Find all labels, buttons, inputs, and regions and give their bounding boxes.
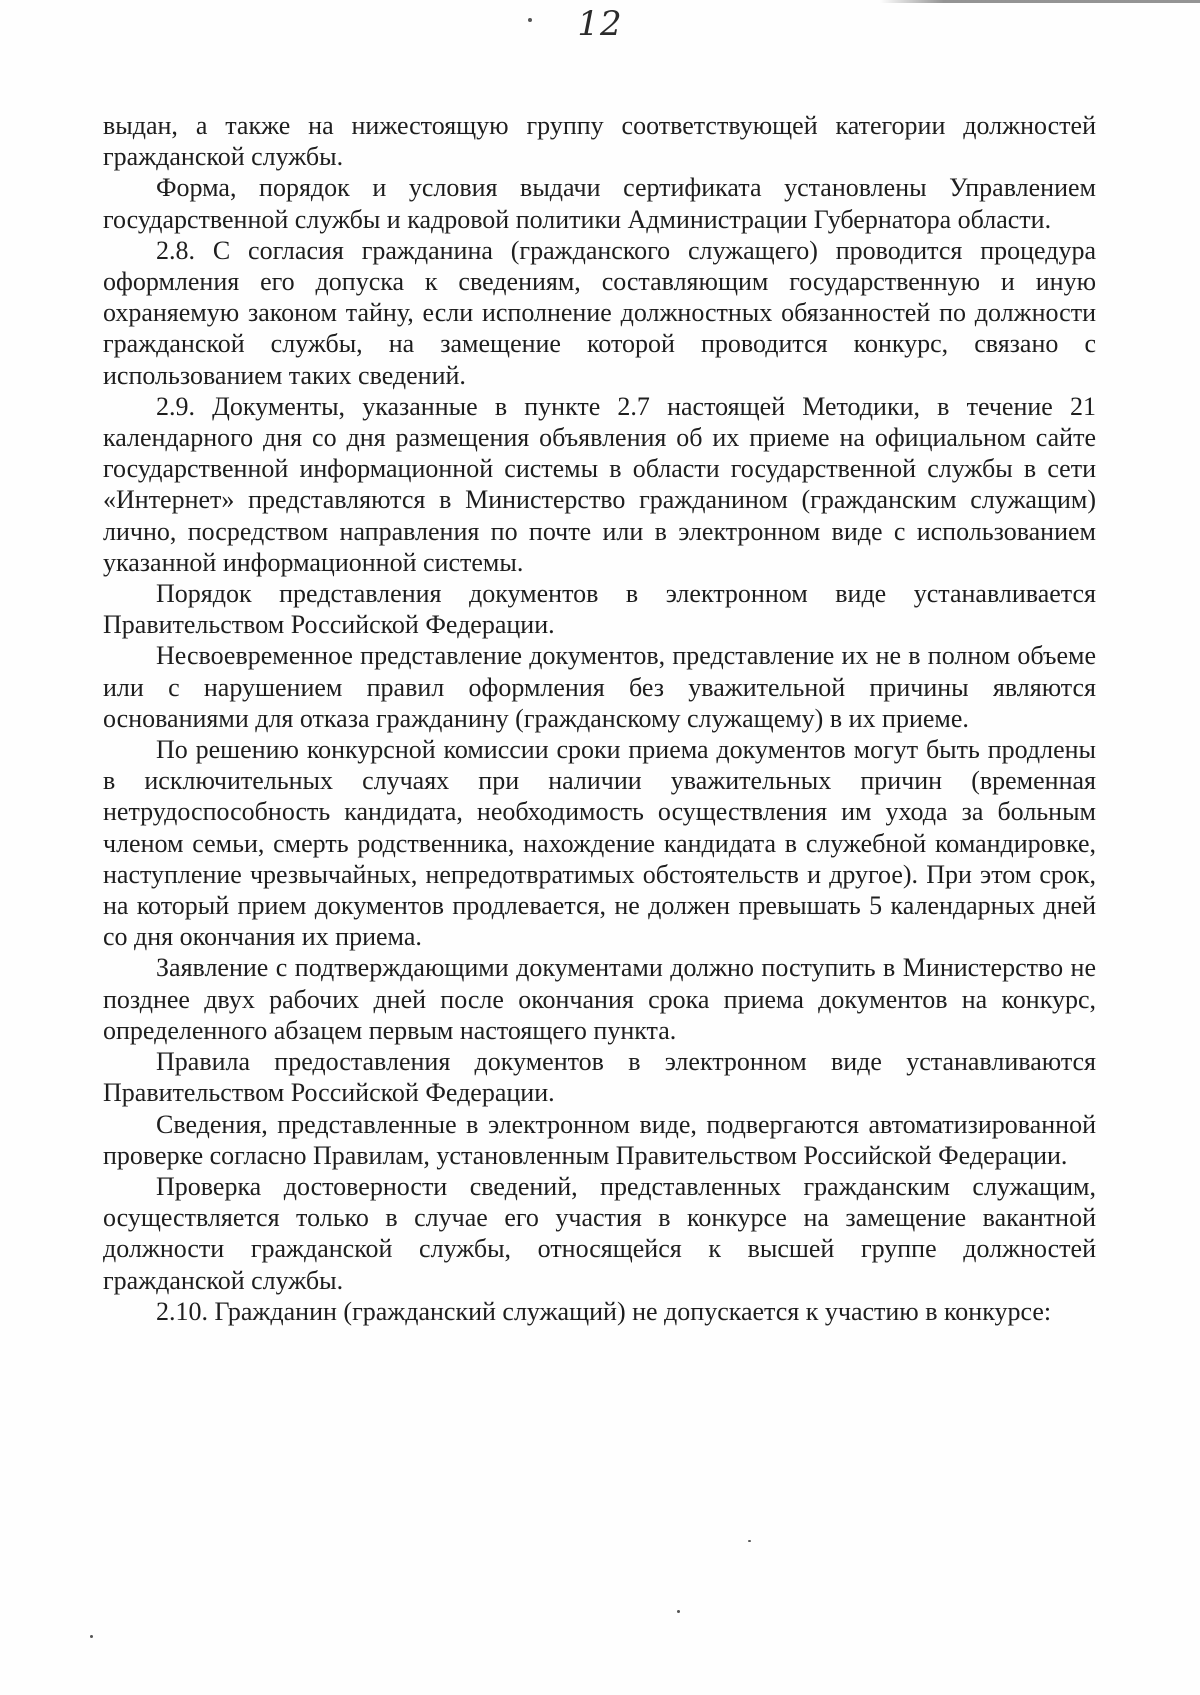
paragraph-electronic-order: Порядок представления документов в электронном виде устанавливается Правительством Российской Федерации. — [103, 579, 1096, 640]
paragraph-application: Заявление с подтверждающими документами должно поступить в Министерство не позднее двух рабочих дней после окончания срока приема документов на конкурс, определенного абзацем первым настоящего пункта. — [103, 953, 1096, 1045]
paragraph-verification: Проверка достоверности сведений, представленных гражданским служащим, осуществляется только в случае его участия в конкурсе на замещение вакантной должности гражданской службы, относящейся к высшей группе должностей гражданской службы. — [103, 1171, 1096, 1295]
scan-speck — [90, 1635, 93, 1638]
paragraph-2-8: 2.8. С согласия гражданина (гражданского служащего) проводится процедура оформления его допуска к сведениям, составляющим государственную и иную охраняемую законом тайну, если исполнение должностных обязанностей по должности гражданской службы, на замещение которой проводится конкурс, связано с использованием таких сведений. — [103, 235, 1096, 390]
paragraph-continuation: выдан, а также на нижестоящую группу соответствующей категории должностей гражданской службы. — [103, 111, 1096, 172]
document-body — [103, 110, 1096, 1327]
paragraph-2-9: 2.9. Документы, указанные в пункте 2.7 настоящей Методики, в течение 21 календарного дня со дня размещения объявления об их приеме на официальном сайте государственной информационной системы в области государственной службы в сети «Интернет» представляются в Министерство гражданином (гражданским служащим) лично, посредством направления по почте или в электронном виде с использованием указанной информационной системы. — [103, 391, 1096, 577]
scan-speck — [677, 1610, 680, 1613]
paragraph-2-10: 2.10. Гражданин (гражданский служащий) не допускается к участию в конкурсе: — [156, 1296, 1052, 1326]
paragraph-automated-check: Сведения, представленные в электронном виде, подвергаются автоматизированной проверке согласно Правилам, установленным Правительством Российской Федерации. — [103, 1109, 1096, 1170]
scan-edge-shadow — [880, 0, 1200, 3]
paragraph-deadline-extension: По решению конкурсной комиссии сроки приема документов могут быть продлены в исключительных случаях при наличии уважительных причин (временная нетрудоспособность кандидата, необходимость осуществления им ухода за больным членом семьи, смерть родственника, нахождение кандидата в служебной командировке, наступление чрезвычайных, непредотвратимых обстоятельств и другое). При этом срок, на который прием документов продлевается, не должен превышать 5 календарных дней со дня окончания их приема. — [103, 735, 1096, 952]
paragraph-untimely-submission: Несвоевременное представление документов, представление их не в полном объеме или с нарушением правил оформления без уважительной причины являются основаниями для отказа гражданину (гражданскому служащему) в их приеме. — [103, 641, 1096, 733]
scan-speck — [748, 1540, 751, 1542]
paragraph-electronic-rules: Правила предоставления документов в электронном виде устанавливаются Правительством Российской Федерации. — [103, 1047, 1096, 1108]
page-number: 12 — [577, 4, 623, 44]
paragraph-certificate-form: Форма, порядок и условия выдачи сертификата установлены Управлением государственной службы и кадровой политики Администрации Губернатора области. — [103, 173, 1096, 234]
